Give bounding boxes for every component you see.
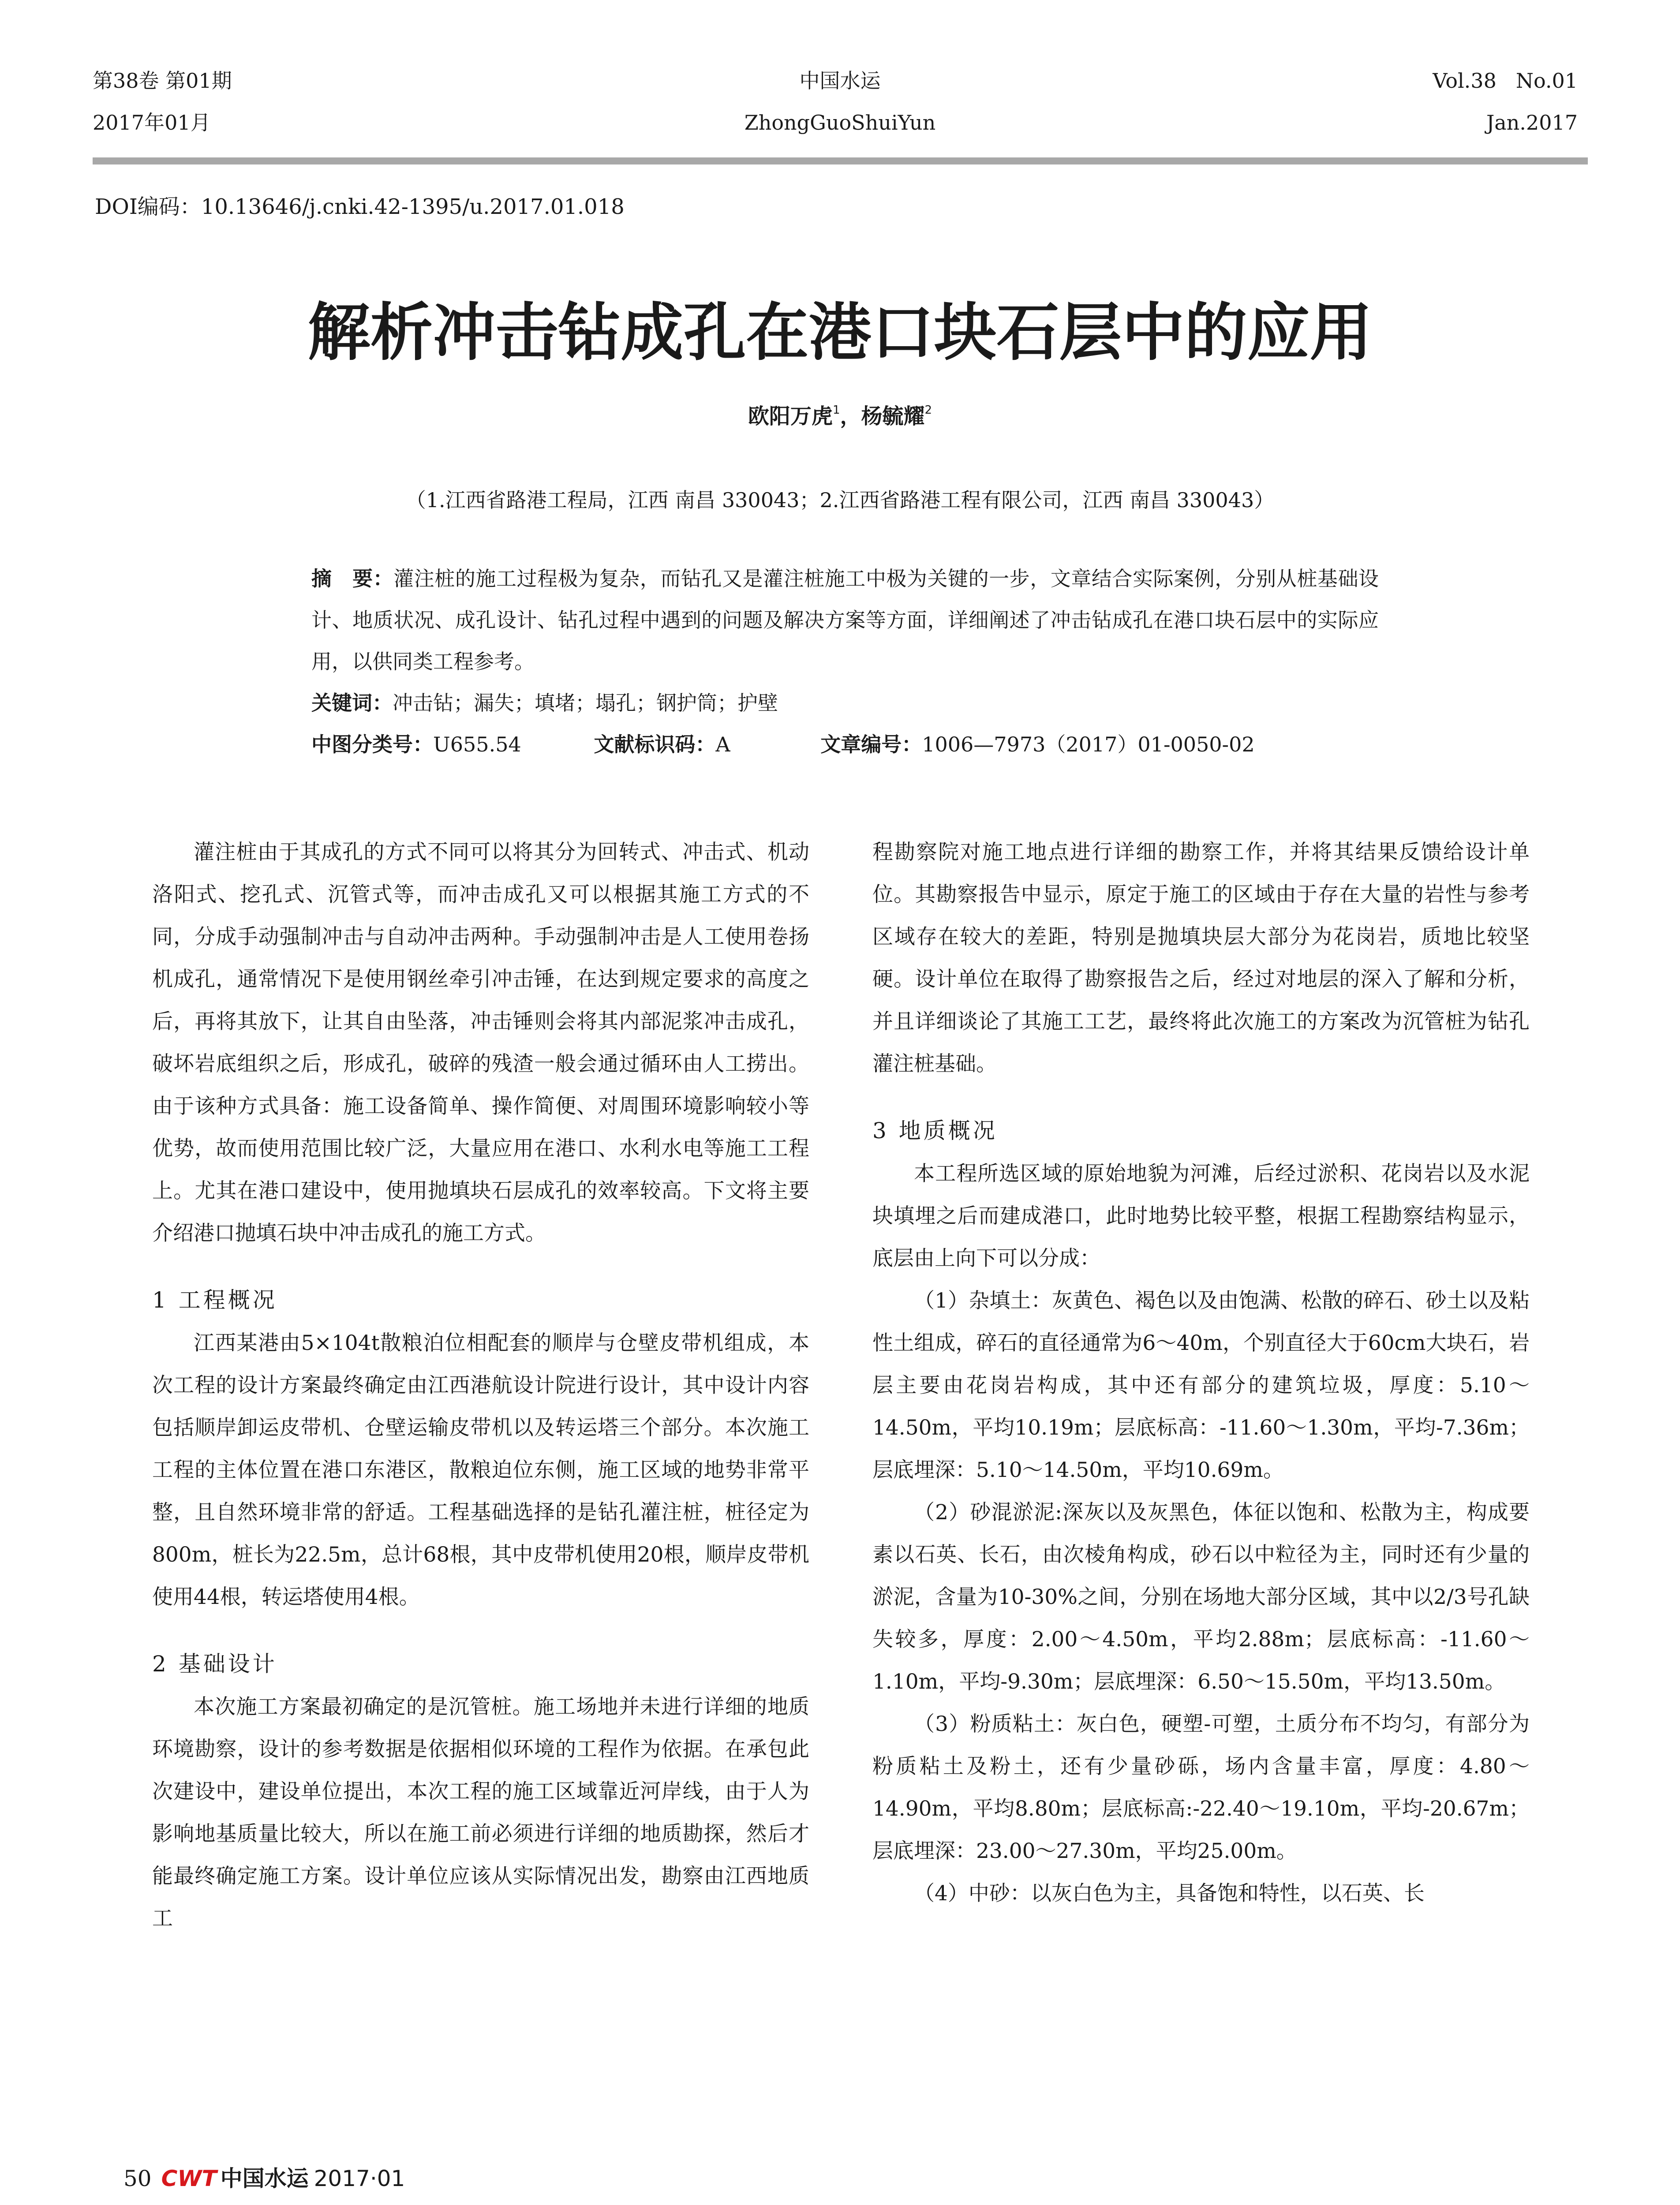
- footer-journal-name: 中国水运: [220, 2166, 309, 2191]
- header-volume-en: Vol.38 No.01: [1433, 69, 1578, 93]
- page-footer: [123, 2161, 405, 2193]
- section-1-paragraph: 江西某港由5×104t散粮泊位相配套的顺岸与仓壁皮带机组成，本次工程的设计方案最终确定由江西港航设计院进行设计，其中设计内容包括顺岸卸运皮带机、仓壁运输皮带机以及转运塔三个部分。本次施工工程的主体位置在港口东港区，散粮迫位东侧，施工区域的地势非常平整，且自然环境非常的舒适。工程基础选择的是钻孔灌注桩，桩径定为800m，桩长为22.5m，总计68根，其中皮带机使用20根，顺岸皮带机使用44根，转运塔使用4根。: [152, 1331, 809, 1609]
- abstract-block: [311, 558, 1379, 765]
- section-heading-1: 1 工程概况: [152, 1287, 277, 1313]
- layer-1-paragraph: （1）杂填土：灰黄色、褐色以及由饱满、松散的碎石、砂土以及粘性土组成，碎石的直径通常为6～40m，个别直径大于60cm大块石，岩层主要由花岗岩构成，其中还有部分的建筑垃圾，厚度：5.10～14.50m，平均10.19m；层底标高：-11.60～1.30m，平均-7.36m；层底埋深：5.10～14.50m，平均10.69m。: [872, 1289, 1530, 1482]
- doc-code-value: A: [715, 733, 730, 756]
- author-name: 欧阳万虎: [748, 404, 833, 429]
- header-date: 2017年01月: [93, 111, 211, 135]
- section-heading-2: 2 基础设计: [152, 1651, 277, 1677]
- page-number: 50: [123, 2166, 152, 2191]
- section-2-paragraph: 本次施工方案最初确定的是沉管桩。施工场地并未进行详细的地质环境勘察，设计的参考数据是依据相似环境的工程作为依据。在承包此次建设中，建设单位提出，本次工程的施工区域靠近河岸线，由于人为影响地基质量比较大，所以在施工前必须进行详细的地质勘探，然后才能最终确定施工方案。设计单位应该从实际情况出发，勘察由江西地质工: [152, 1695, 809, 1931]
- article-no-label: 文章编号：: [820, 733, 922, 756]
- keywords-line: [311, 682, 1379, 724]
- doc-code-label: 文献标识码：: [594, 733, 716, 756]
- header-journal-pinyin: ZhongGuoShuiYun: [744, 111, 936, 135]
- body-column-left: [152, 831, 809, 1940]
- author-affiliation-mark: 1: [832, 404, 840, 417]
- cwt-logo: CWT: [161, 2166, 217, 2191]
- section-3-paragraph: 本工程所选区域的原始地貌为河滩，后经过淤积、花岗岩以及水泥块填埋之后而建成港口，此时地势比较平整，根据工程勘察结构显示，底层由上向下可以分成：: [872, 1162, 1530, 1271]
- clc-value: U655.54: [433, 733, 521, 756]
- header-journal-name: 中国水运: [799, 69, 881, 93]
- section-2-paragraph-continued: 程勘察院对施工地点进行详细的勘察工作，并将其结果反馈给设计单位。其勘察报告中显示，原定于施工的区域由于存在大量的岩性与参考区域存在较大的差距，特别是抛填块层大部分为花岗岩，质地比较坚硬。设计单位在取得了勘察报告之后，经过对地层的深入了解和分析，并且详细谈论了其施工工艺，最终将此次施工的方案改为沉管桩为钻孔灌注桩基础。: [872, 840, 1530, 1076]
- abstract-text: 灌注桩的施工过程极为复杂，而钻孔又是灌注桩施工中极为关键的一步，文章结合实际案例，分别从桩基础设计、地质状况、成孔设计、钻孔过程中遇到的问题及解决方案等方面，详细阐述了冲击钻成孔在港口块石层中的实际应用，以供同类工程参考。: [311, 567, 1379, 673]
- abstract-label: 摘 要：: [311, 567, 394, 590]
- header-date-en: Jan.2017: [1486, 111, 1578, 135]
- doi-line: DOI编码：10.13646/j.cnki.42-1395/u.2017.01.018: [95, 194, 625, 219]
- abstract: [311, 558, 1379, 682]
- classification-line: [311, 724, 1379, 765]
- article-no-value: 1006—7973（2017）01-0050-02: [922, 733, 1255, 756]
- body-column-right: [872, 831, 1530, 1915]
- keywords-label: 关键词：: [311, 691, 393, 715]
- author-affiliation-mark: 2: [924, 404, 932, 417]
- affiliation-line: （1.江西省路港工程局，江西 南昌 330043；2.江西省路港工程有限公司，江西 南昌 330043）: [405, 488, 1275, 512]
- layer-4-paragraph: （4）中砂：以灰白色为主，具备饱和特性，以石英、长: [914, 1881, 1425, 1906]
- intro-paragraph: 灌注桩由于其成孔的方式不同可以将其分为回转式、冲击式、机动洛阳式、挖孔式、沉管式等，而冲击成孔又可以根据其施工方式的不同，分成手动强制冲击与自动冲击两种。手动强制冲击是人工使用卷扬机成孔，通常情况下是使用钢丝牵引冲击锤，在达到规定要求的高度之后，再将其放下，让其自由坠落，冲击锤则会将其内部泥浆冲击成孔，破坏岩底组织之后，形成孔，破碎的残渣一般会通过循环由人工捞出。由于该种方式具备：施工设备简单、操作简便、对周围环境影响较小等优势，故而使用范围比较广泛，大量应用在港口、水利水电等施工工程上。尤其在港口建设中，使用抛填块石层成孔的效率较高。下文将主要介绍港口抛填石块中冲击成孔的施工方式。: [152, 840, 809, 1245]
- layer-2-paragraph: （2）砂混淤泥:深灰以及灰黑色，体征以饱和、松散为主，构成要素以石英、长石，由次棱角构成，砂石以中粒径为主，同时还有少量的淤泥，含量为10-30%之间，分别在场地大部分区域，其中以2/3号孔缺失较多，厚度：2.00～4.50m，平均2.88m；层底标高：-11.60～1.10m，平均-9.30m；层底埋深：6.50～15.50m，平均13.50m。: [872, 1500, 1530, 1694]
- layer-3-paragraph: （3）粉质粘土：灰白色，硬塑-可塑，土质分布不均匀，有部分为粉质粘土及粉土，还有少量砂砾，场内含量丰富，厚度：4.80～14.90m，平均8.80m；层底标高:-22.40～19.10m，平均-20.67m；层底埋深：23.00～27.30m，平均25.00m。: [872, 1712, 1530, 1863]
- clc-label: 中图分类号：: [311, 733, 433, 756]
- header-rule: [93, 157, 1588, 164]
- keywords-text: 冲击钻；漏失；填堵；塌孔；钢护筒；护壁: [393, 691, 778, 715]
- section-heading-3: 3 地质概况: [872, 1118, 998, 1144]
- header-volume: 第38卷 第01期: [93, 69, 232, 93]
- author-separator: ，: [840, 404, 861, 429]
- author-name: 杨毓耀: [861, 404, 925, 429]
- footer-issue: 2017·01: [314, 2166, 405, 2191]
- article-title: 解析冲击钻成孔在港口块石层中的应用: [307, 296, 1373, 369]
- author-line: [0, 399, 1680, 430]
